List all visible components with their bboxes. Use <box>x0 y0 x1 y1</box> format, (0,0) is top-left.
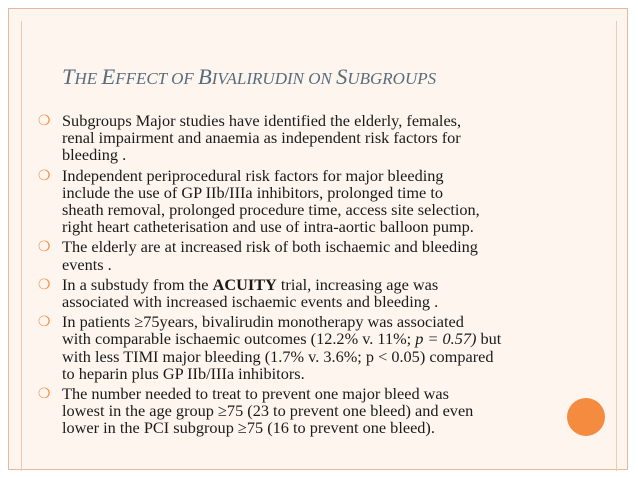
p-value: p = 0.57) <box>415 329 477 349</box>
bullet-text-line: associated with increased ischaemic events and bleeding . <box>62 292 439 312</box>
bullet-text-line: The elderly are at increased risk of both ischaemic and bleeding <box>62 237 478 257</box>
text-run: trial, increasing age was <box>276 274 439 294</box>
text-run: but <box>476 329 502 349</box>
bullet-text-line: The number needed to treat to prevent one major bleed was <box>62 384 449 404</box>
bullet-text-line: right heart catheterisation and use of intra-aortic balloon pump. <box>62 217 474 237</box>
title-part: FFECT OF <box>115 69 198 88</box>
bullet-text-line <box>62 330 564 347</box>
bullet-marker-icon: ❍ <box>38 113 51 129</box>
title-part: IVALIRUDIN ON <box>211 69 337 88</box>
text-run: In a substudy from the <box>62 274 213 294</box>
bullet-text-line: lower in the PCI subgroup ≥75 (16 to prevent one bleed). <box>62 418 435 438</box>
title-part: UBGROUPS <box>347 69 437 88</box>
bullet-text-line: bleeding . <box>62 145 127 165</box>
bullet-text-line: In patients ≥75years, bivalirudin monotherapy was associated <box>62 312 464 332</box>
title-part: T <box>62 64 75 89</box>
title-part: B <box>198 64 212 89</box>
title-part: E <box>101 64 116 89</box>
bullet-item <box>34 167 564 236</box>
orange-circle-decoration <box>567 398 605 436</box>
slide-title <box>62 64 582 90</box>
bullet-text-line: lowest in the age group ≥75 (23 to prevent one bleed) and even <box>62 401 474 421</box>
title-part: HE <box>74 69 102 88</box>
title-part: S <box>336 64 348 89</box>
bullet-marker-icon: ❍ <box>38 314 51 331</box>
bullet-text-line: to heparin plus GP IIb/IIIa inhibitors. <box>62 363 305 383</box>
bullet-item <box>34 238 564 272</box>
trial-name: ACUITY <box>212 274 277 294</box>
bullet-text-line: sheath removal, prolonged procedure time, access site selection, <box>62 200 480 220</box>
bullet-item <box>34 385 564 437</box>
bullet-text-line: include the use of GP IIb/IIIa inhibitors, prolonged time to <box>62 182 444 202</box>
bullet-text-line: with less TIMI major bleeding (1.7% v. 3.6%; p < 0.05) compared <box>62 346 494 366</box>
bullet-text-line: Independent periprocedural risk factors for major bleeding <box>62 165 444 185</box>
bullet-text-line: Subgroups Major studies have identified the elderly, females, <box>62 111 462 130</box>
bullet-marker-icon: ❍ <box>38 276 51 293</box>
text-run: with comparable ischaemic outcomes (12.2% v. 11%; <box>62 329 416 349</box>
bullet-item <box>34 112 564 164</box>
bullet-item <box>34 276 564 310</box>
bullet-list <box>34 112 564 440</box>
bullet-marker-icon: ❍ <box>38 386 51 403</box>
bullet-text-line: renal impairment and anaemia as independent risk factors for <box>62 128 461 148</box>
bullet-item <box>34 313 564 382</box>
bullet-marker-icon: ❍ <box>38 167 51 184</box>
bullet-text-line: events . <box>62 254 112 274</box>
bullet-text-line <box>62 276 564 293</box>
bullet-marker-icon: ❍ <box>38 239 51 256</box>
